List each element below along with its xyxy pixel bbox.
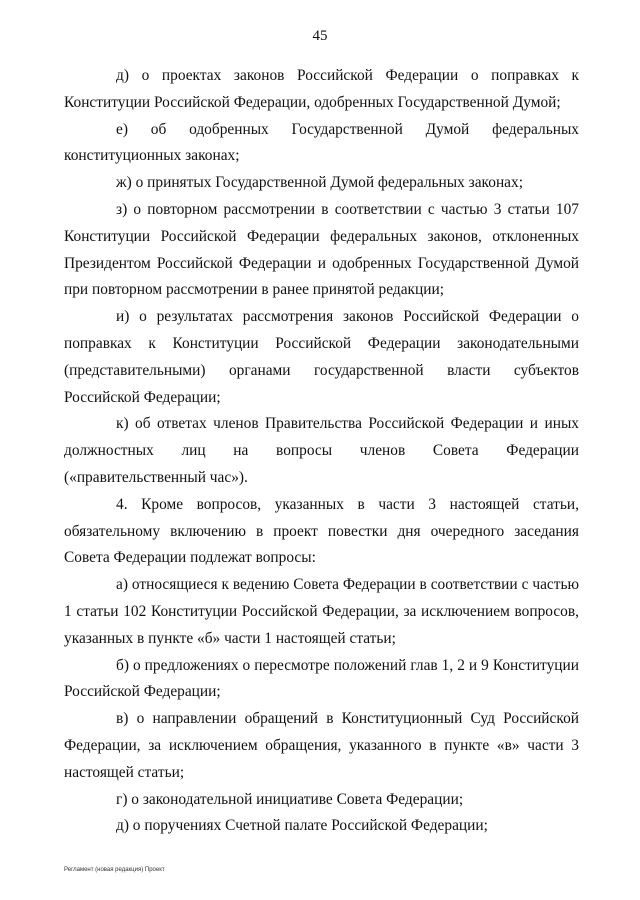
- paragraph-item-v-constitutional-court: в) о направлении обращений в Конституционный Суд Российской Федерации, за исключением обращения, указанного в пункте «в» части 3 настоящей статьи;: [64, 710, 579, 781]
- paragraph-item-zh-federal-laws: ж) о принятых Государственной Думой федеральных законах;: [116, 174, 523, 192]
- paragraph-item-a-council-competence: а) относящиеся к ведению Совета Федерации в соответствии с частью 1 статьи 102 Конституции Российской Федерации, за исключением вопросов, указанных в пункте «б» части 1 настоящей статьи;: [64, 576, 579, 647]
- paragraph-item-e-constitutional-laws: е) об одобренных Государственной Думой федеральных конституционных законах;: [64, 120, 579, 165]
- paragraph-item-g-legislative-initiative: г) о законодательной инициативе Совета Федерации;: [116, 790, 464, 808]
- paragraph-item-d-constitution-amendments: д) о проектах законов Российской Федерации о поправках к Конституции Российской Федерации, одобренных Государственной Думой;: [64, 67, 579, 111]
- paragraph-item-z-reconsideration: з) о повторном рассмотрении в соответствии с частью 3 статьи 107 Конституции Российской Федерации федеральных законов, отклоненных Президентом Российской Федерации и одобренных Государственной Думой при повторном рассмотрении в ранее принятой редакции;: [64, 200, 579, 299]
- paragraph-item-k-government-hour: к) об ответах членов Правительства Российской Федерации и иных должностных лиц на вопросы членов Совета Федерации («правительственный час»).: [64, 415, 579, 486]
- paragraph-item-i-regional-results: и) о результатах рассмотрения законов Российской Федерации о поправках к Конституции Российской Федерации законодательными (представительными) органами государственной власти субъектов Российской Федерации;: [64, 308, 579, 406]
- page-number: 45: [312, 28, 328, 44]
- paragraph-section-4: 4. Кроме вопросов, указанных в части 3 настоящей статьи, обязательному включению в проект повестки дня очередного заседания Совета Федерации подлежат вопросы:: [64, 495, 579, 567]
- paragraph-item-d-accounts-chamber: д) о поручениях Счетной палате Российской Федерации;: [116, 817, 488, 835]
- document-body: [64, 63, 579, 840]
- footer-note: Регламент (новая редакция) Проект: [64, 867, 165, 873]
- paragraph-item-b-constitution-revision: б) о предложениях о пересмотре положений глав 1, 2 и 9 Конституции Российской Федерации;: [64, 656, 579, 701]
